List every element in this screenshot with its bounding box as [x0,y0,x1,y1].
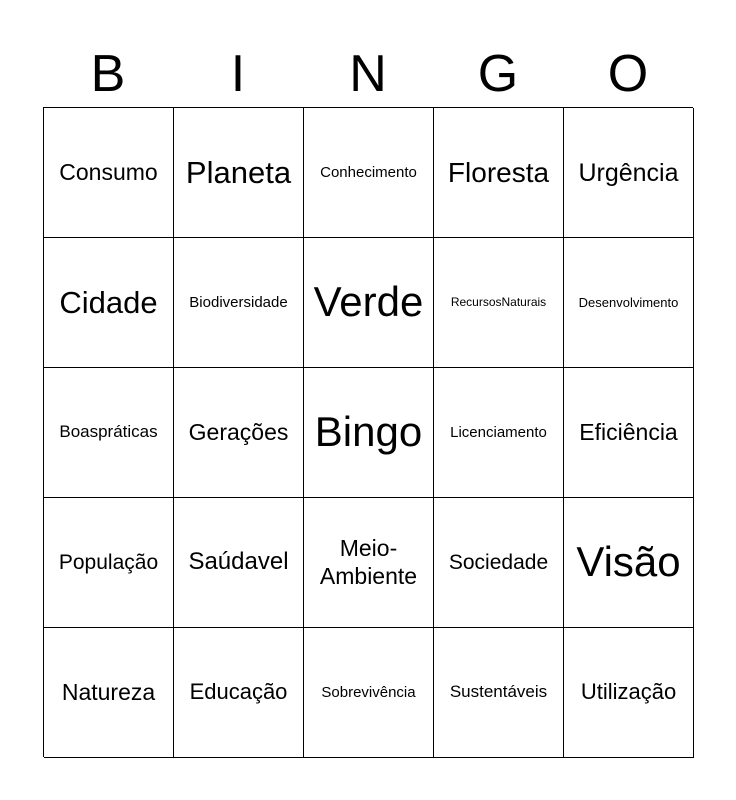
bingo-cell[interactable] [174,368,304,498]
cell-text: Eficiência [579,418,678,445]
cell-text: Meio-Ambiente [319,534,418,589]
bingo-cell[interactable] [44,238,174,368]
bingo-card-grid [43,107,693,757]
bingo-cell[interactable] [44,628,174,758]
bingo-cell[interactable] [434,368,564,498]
cell-text: Urgência [578,158,679,187]
bingo-cell[interactable] [564,498,694,628]
bingo-cell[interactable] [174,628,304,758]
bingo-cell[interactable] [434,108,564,238]
bingo-cell[interactable] [174,498,304,628]
cell-text: Biodiversidade [189,293,288,311]
bingo-cell[interactable] [304,628,434,758]
bingo-cell[interactable] [174,108,304,238]
bingo-cell[interactable] [564,238,694,368]
bingo-cell[interactable] [304,498,434,628]
bingo-cell[interactable] [304,238,434,368]
header-letter-b: B [90,45,126,103]
cell-text: Educação [189,679,288,705]
cell-text: Licenciamento [450,423,547,441]
cell-text: Planeta [185,154,292,190]
bingo-cell[interactable] [44,368,174,498]
cell-text: Saúdavel [188,548,289,576]
cell-text: Boaspráticas [59,422,158,442]
cell-text: Floresta [447,156,550,188]
bingo-header [43,40,693,108]
bingo-cell[interactable] [174,238,304,368]
bingo-cell[interactable] [434,238,564,368]
bingo-cell[interactable] [304,108,434,238]
header-letter-n: N [349,45,387,103]
free-space-cell[interactable] [304,368,434,498]
cell-text: Cidade [59,284,158,320]
cell-text: Sobrevivência [321,683,416,701]
cell-text: Verde [313,278,424,326]
cell-text: Desenvolvimento [578,294,679,310]
bingo-cell[interactable] [434,498,564,628]
header-letter-g: G [477,45,519,103]
bingo-cell[interactable] [44,498,174,628]
cell-text: População [58,550,159,574]
cell-text: Visão [576,538,681,586]
cell-text: Natureza [61,678,156,705]
cell-text: Gerações [188,418,289,445]
bingo-cell[interactable] [564,628,694,758]
header-letter-i: I [230,45,246,103]
cell-text: Conhecimento [320,163,417,181]
free-space-text: Bingo [314,408,423,456]
bingo-cell[interactable] [434,628,564,758]
bingo-cell[interactable] [564,108,694,238]
bingo-cell[interactable] [44,108,174,238]
cell-text: Sustentáveis [449,682,548,702]
cell-text: Utilização [580,679,677,705]
cell-text: Consumo [59,158,158,185]
header-letter-o: O [607,45,649,103]
cell-text: RecursosNaturais [450,295,547,310]
cell-text: Sociedade [448,550,549,574]
bingo-cell[interactable] [564,368,694,498]
